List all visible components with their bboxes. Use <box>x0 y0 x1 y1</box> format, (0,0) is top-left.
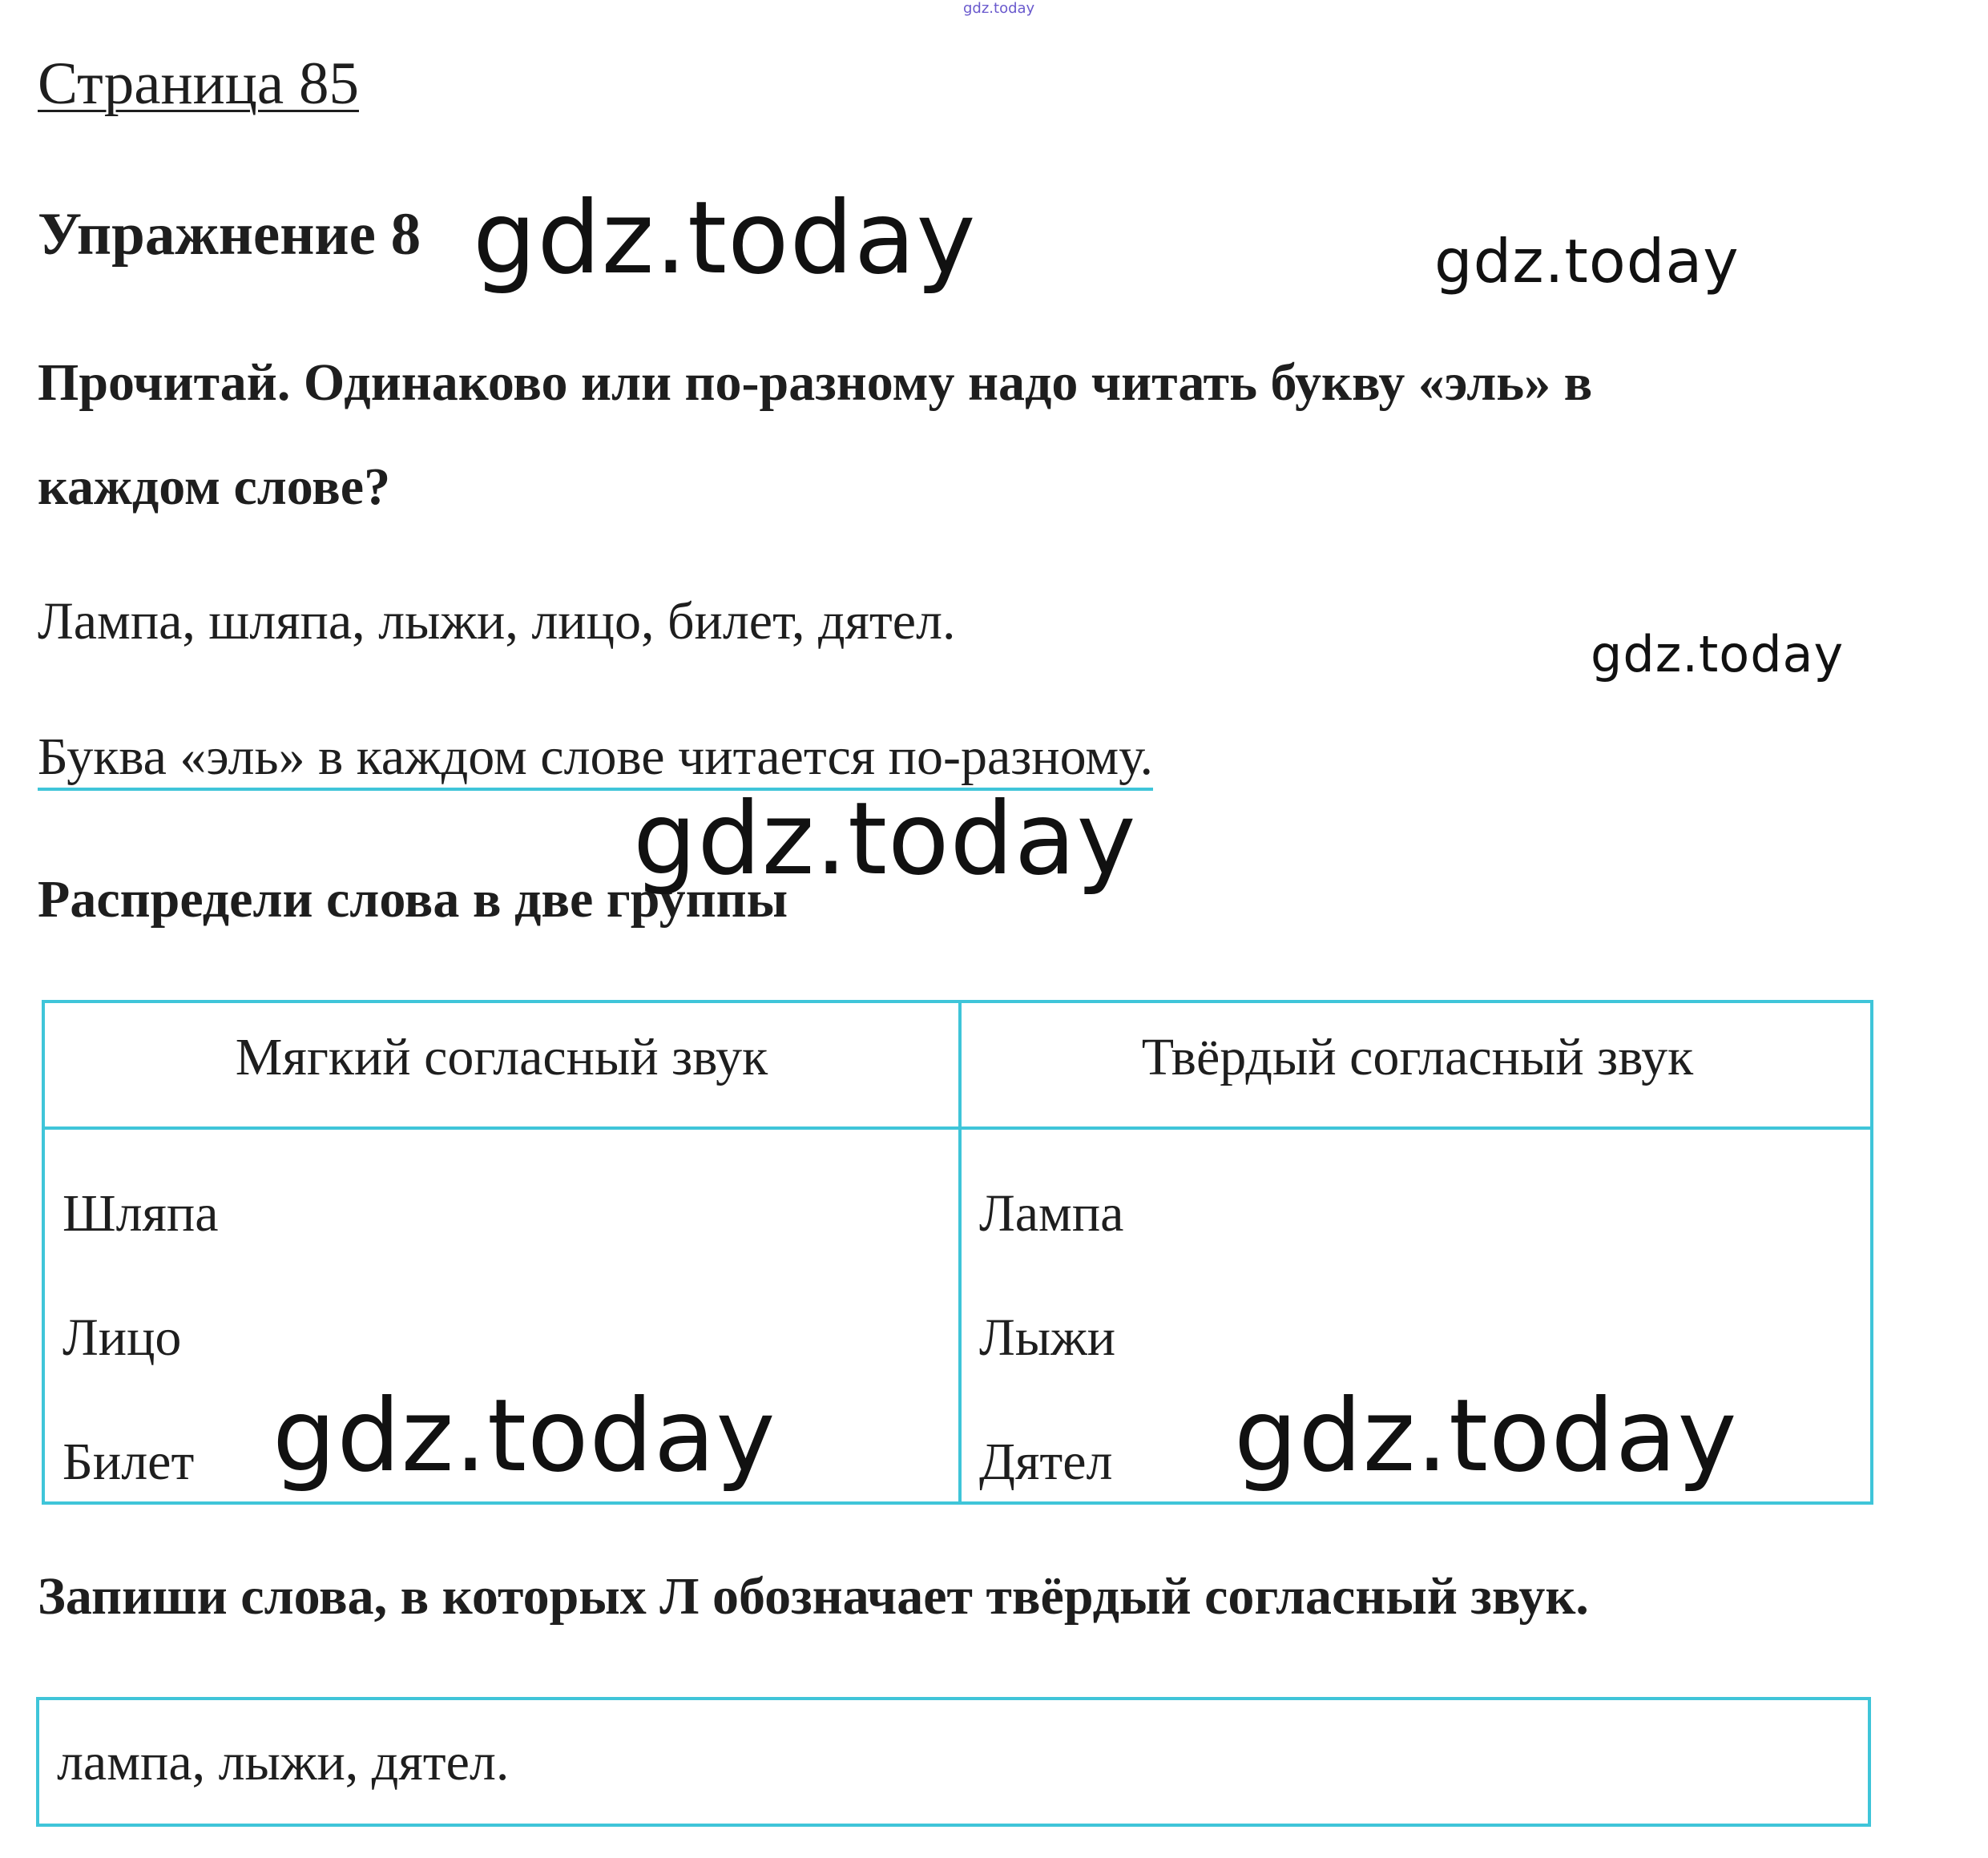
soft-word: Шляпа <box>63 1184 219 1243</box>
soft-word: Билет <box>63 1433 195 1491</box>
table-row-divider <box>45 1126 1870 1130</box>
word-list: Лампа, шляпа, лыжи, лицо, билет, дятел. <box>38 592 956 651</box>
answer-box-text: лампа, лыжи, дятел. <box>57 1733 510 1791</box>
answer-box <box>36 1697 1871 1827</box>
watermark: gdz.today <box>1234 1378 1738 1494</box>
watermark: gdz.today <box>473 180 977 296</box>
soft-consonant-header: Мягкий согласный звук <box>235 1028 768 1086</box>
hard-word: Лампа <box>979 1184 1124 1243</box>
watermark: gdz.today <box>633 781 1137 897</box>
hard-word: Дятел <box>979 1433 1113 1491</box>
watermark: gdz.today <box>272 1378 776 1494</box>
watermark: gdz.today <box>1591 625 1845 683</box>
instruction-line-2: каждом слове? <box>38 457 391 516</box>
answer-text: Буква «эль» в каждом слове читается по-разному. <box>38 729 1153 791</box>
task-title: Распредели слова в две группы <box>38 870 788 929</box>
hard-word: Лыжи <box>979 1308 1116 1367</box>
exercise-title: Упражнение 8 <box>38 201 421 268</box>
page-title: Страница 85 <box>38 50 359 117</box>
task-title-2: Запиши слова, в которых Л обозначает твёрдый согласный звук. <box>38 1567 1589 1626</box>
instruction-line-1: Прочитай. Одинаково или по-разному надо читать букву «эль» в <box>38 353 1593 412</box>
hard-consonant-header: Твёрдый согласный звук <box>1141 1028 1694 1086</box>
site-mark: gdz.today <box>963 0 1035 17</box>
watermark: gdz.today <box>1434 226 1740 296</box>
soft-word: Лицо <box>63 1308 182 1367</box>
